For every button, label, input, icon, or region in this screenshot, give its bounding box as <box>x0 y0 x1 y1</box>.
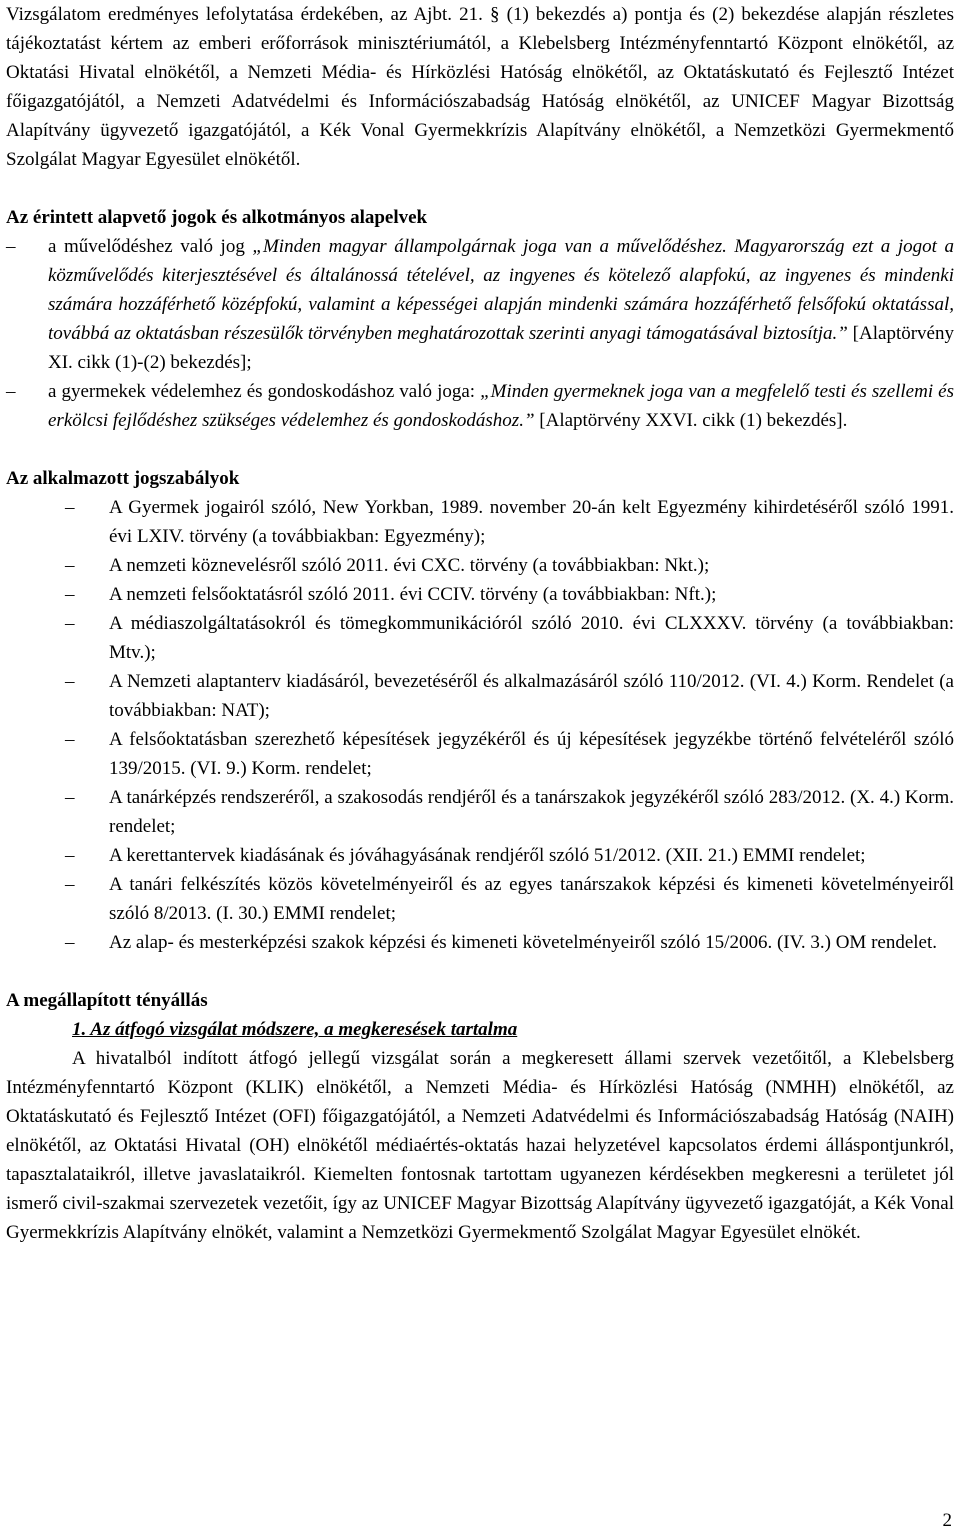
laws-heading: Az alkalmazott jogszabályok <box>6 468 240 489</box>
page-number: 2 <box>942 1510 952 1531</box>
spacer <box>6 957 954 986</box>
law-item-text: A nemzeti felsőoktatásról szóló 2011. évi CCIV. törvény (a továbbiakban: Nft.); <box>109 584 717 605</box>
laws-section <box>6 464 954 957</box>
facts-section <box>6 986 954 1247</box>
rights-heading: Az érintett alapvető jogok és alkotmányos alapelvek <box>6 207 428 228</box>
law-item <box>6 841 954 870</box>
dash-bullet: – <box>65 613 75 634</box>
dash-bullet: – <box>65 787 75 808</box>
dash-bullet: – <box>65 584 75 605</box>
law-item-text: A kerettantervek kiadásának és jóváhagyásának rendjéről szóló 51/2012. (XII. 21.) EMMI rendelet; <box>109 845 866 866</box>
law-item-text: A nemzeti köznevelésről szóló 2011. évi CXC. törvény (a továbbiakban: Nkt.); <box>109 555 710 576</box>
dash-bullet: – <box>65 729 75 750</box>
spacer <box>6 435 954 464</box>
dash-bullet: – <box>65 497 75 518</box>
dash-bullet: – <box>65 874 75 895</box>
spacer <box>6 174 954 203</box>
dash-bullet: – <box>6 381 16 402</box>
law-item-text: A Nemzeti alaptanterv kiadásáról, bevezetéséről és alkalmazásáról szóló 110/2012. (VI. 4.) Korm. Rendelet (a továbbiakban: NAT); <box>109 671 954 721</box>
rights-item-lead: a művelődéshez való jog <box>48 236 253 257</box>
rights-item-quote: „Minden magyar állampolgárnak joga van a művelődéshez. Magyarország ezt a jogot a közművelődés kiterjesztésével és általánossá tételével, az ingyenes és kötelező alapfokú, az ingyenes és mindenki számára hozzáférhető középfokú, valamint a képességei alapján mindenki számára hozzáférhető felsőfokú oktatással, továbbá az oktatásban részesülők törvényben meghatározottak szerinti anyagi támogatásával biztosítja.” <box>48 236 955 344</box>
law-item <box>6 551 954 580</box>
rights-item <box>6 377 954 435</box>
law-item <box>6 493 954 551</box>
rights-item <box>6 232 954 377</box>
dash-bullet: – <box>65 845 75 866</box>
rights-item-reference: [Alaptörvény XXVI. cikk (1) bekezdés]. <box>534 410 848 431</box>
law-item <box>6 783 954 841</box>
law-item <box>6 667 954 725</box>
intro-paragraph: Vizsgálatom eredményes lefolytatása érdekében, az Ajbt. 21. § (1) bekezdés a) pontja és (2) bekezdése alapján részletes tájékoztatást kértem az emberi erőforrások minisztériumától, a Klebelsberg Intézményfenntartó Központ elnökétől, az Oktatási Hivatal elnökétől, a Nemzeti Média- és Hírközlési Hatóság elnökétől, az Oktatáskutató és Fejlesztő Intézet főigazgatójától, a Nemzeti Adatvédelmi és Információszabadság Hatóság elnökétől, az UNICEF Magyar Bizottság Alapítvány ügyvezető igazgatójától, a Kék Vonal Gyermekkrízis Alapítvány elnökétől, a Nemzetközi Gyermekmentő Szolgálat Magyar Egyesület elnökétől. <box>6 4 954 170</box>
law-item <box>6 725 954 783</box>
law-item-text: A tanári felkészítés közös követelményeiről és az egyes tanárszakok képzési és kimeneti követelményeiről szóló 8/2013. (I. 30.) EMMI rendelet; <box>109 874 954 924</box>
dash-bullet: – <box>6 236 16 257</box>
law-item-text: A médiaszolgáltatásokról és tömegkommunikációról szóló 2010. évi CLXXXV. törvény (a továbbiakban: Mtv.); <box>109 613 954 663</box>
dash-bullet: – <box>65 671 75 692</box>
law-item <box>6 580 954 609</box>
law-item <box>6 928 954 957</box>
law-item-text: Az alap- és mesterképzési szakok képzési és kimeneti követelményeiről szóló 15/2006. (IV. 3.) OM rendelet. <box>109 932 938 953</box>
rights-section <box>6 203 954 435</box>
facts-subheading: 1. Az átfogó vizsgálat módszere, a megkeresések tartalma <box>72 1019 518 1040</box>
law-item-text: A tanárképzés rendszeréről, a szakosodás rendjéről és a tanárszakok jegyzékéről szóló 283/2012. (X. 4.) Korm. rendelet; <box>109 787 954 837</box>
rights-item-lead: a gyermekek védelemhez és gondoskodáshoz való joga: <box>48 381 481 402</box>
law-item <box>6 609 954 667</box>
rights-item-reference: [Alaptörvény XI. cikk (1)-(2) bekezdés]; <box>48 323 954 373</box>
law-item <box>6 870 954 928</box>
dash-bullet: – <box>65 555 75 576</box>
law-item-text: A felsőoktatásban szerezhető képesítések jegyzékéről és új képesítések jegyzékbe történő felvételéről szóló 139/2015. (VI. 9.) Korm. rendelet; <box>109 729 954 779</box>
law-item-text: A Gyermek jogairól szóló, New Yorkban, 1989. november 20-án kelt Egyezmény kihirdetéséről szóló 1991. évi LXIV. törvény (a továbbiakban: Egyezmény); <box>109 497 954 547</box>
facts-paragraph: A hivatalból indított átfogó jellegű vizsgálat során a megkeresett állami szervek vezetőitől, a Klebelsberg Intézményfenntartó Központ (KLIK) elnökétől, a Nemzeti Média- és Hírközlési Hatóság (NMHH) elnökétől, az Oktatáskutató és Fejlesztő Intézet (OFI) főigazgatójától, a Nemzeti Adatvédelmi és Információszabadság Hatóság (NAIH) elnökétől, az Oktatási Hivatal (OH) elnökétől médiaértés-oktatás hazai helyzetével kapcsolatos érdemi álláspontjunkról, tapasztalataikról, illetve javaslataikról. Kiemelten fontosnak tartottam ugyanezen kérdésekben megkeresni a területet jól ismerő civil-szakmai szervezetek vezetőit, így az UNICEF Magyar Bizottság Alapítvány ügyvezető igazgatóját, a Kék Vonal Gyermekkrízis Alapítvány elnökét, valamint a Nemzetközi Gyermekmentő Szolgálat Magyar Egyesület elnökét. <box>6 1048 954 1243</box>
rights-item-quote: „Minden gyermeknek joga van a megfelelő testi és szellemi és erkölcsi fejlődéshez szükséges védelemhez és gondoskodáshoz.” <box>48 381 954 431</box>
dash-bullet: – <box>65 932 75 953</box>
facts-heading: A megállapított tényállás <box>6 990 208 1011</box>
